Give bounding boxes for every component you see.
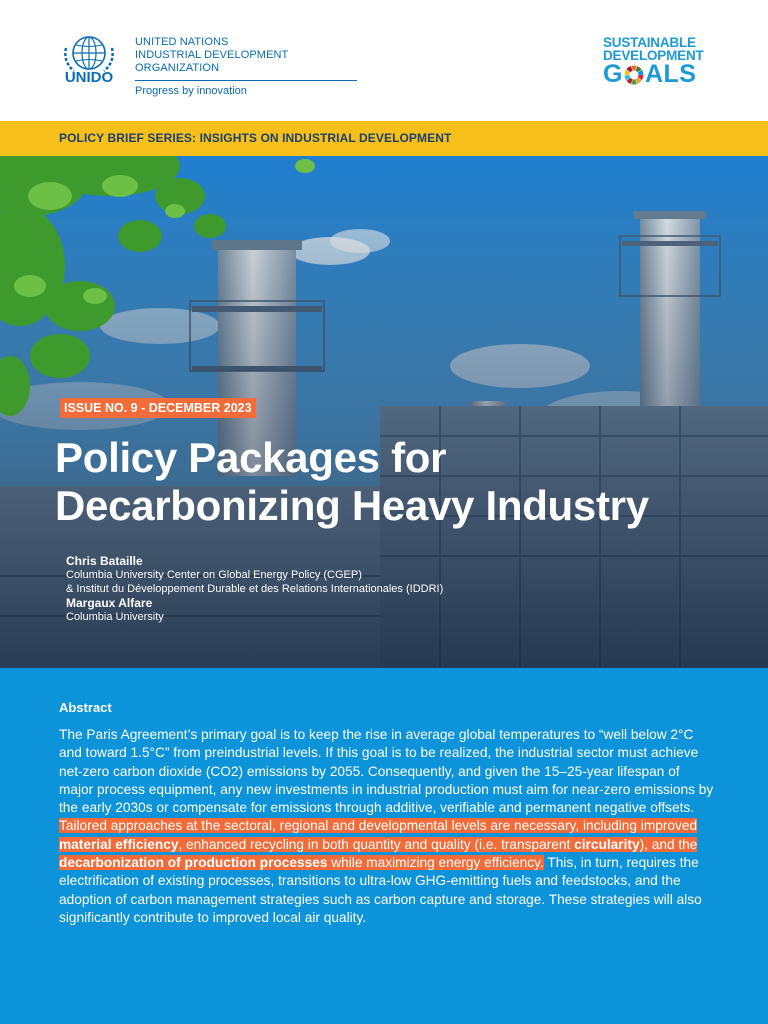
abstract-sentence: The Paris Agreement’s primary goal is to keep the rise in average global temperatures to “well below 2°C and toward 1.5°C” from preindustrial levels. If this goal is to be realized, the industrial sector must achieve net-zero carbon dioxide (CO2) emissions by 2055. Consequently, and given the 15–25-year lifespan of major process equipment, any new investments in industrial production must aim for near-zero emissions by the early 2030s or compensate for emissions through additive, verifiable and permanent negative offsets. (59, 727, 714, 816)
key-term: decarbonization of production processes (59, 855, 328, 871)
key-term: circularity (574, 836, 640, 852)
highlight-part: , enhanced recycling in both quantity and quality (i.e. transparent (178, 836, 575, 852)
page-title (55, 434, 745, 530)
hero-image (0, 156, 768, 668)
sdg-goals-word (603, 62, 708, 87)
abstract-text (59, 726, 714, 927)
title-line1: Policy Packages for (55, 434, 447, 481)
org-name-line1: UNITED NATIONS (135, 36, 229, 48)
author-affiliation: Columbia University (66, 611, 164, 623)
header (0, 0, 768, 121)
author-name: Margaux Alfare (66, 596, 153, 610)
issue-badge: ISSUE NO. 9 - DECEMBER 2023 (60, 398, 256, 418)
sdg-line1: SUSTAINABLE (603, 35, 696, 50)
series-bar (0, 121, 768, 156)
org-name-line2: INDUSTRIAL DEVELOPMENT ORGANIZATION (135, 49, 289, 74)
sdg-wheel-icon (624, 65, 644, 85)
author-affiliation: Columbia University Center on Global Energy Policy (CGEP) (66, 569, 362, 581)
key-term: material efficiency (59, 836, 179, 852)
sdg-line2: DEVELOPMENT (603, 48, 704, 63)
sdg-logo (603, 36, 708, 87)
series-label: POLICY BRIEF SERIES: INSIGHTS ON INDUSTRIAL DEVELOPMENT (59, 131, 452, 145)
org-tagline: Progress by innovation (135, 85, 247, 97)
highlight-part: while maximizing energy efficiency. (327, 855, 544, 871)
unido-acronym: UNIDO (64, 69, 114, 84)
abstract-section (0, 668, 768, 1024)
author-name: Chris Bataille (66, 554, 143, 568)
abstract-heading: Abstract (59, 700, 112, 715)
sdg-goals-als: ALS (644, 60, 697, 88)
org-divider (135, 80, 357, 81)
sdg-goals-g: G (603, 60, 623, 88)
title-line2: Decarbonizing Heavy Industry (55, 482, 649, 529)
author-affiliation: & Institut du Développement Durable et des Relations Internationales (IDDRI) (66, 583, 444, 595)
authors (66, 554, 443, 624)
highlight-part: Tailored approaches at the sectoral, regional and developmental levels are necessary, including improved (59, 818, 698, 834)
org-name-block (135, 36, 357, 98)
highlight-part: ), and the (639, 836, 698, 852)
unido-logo-icon (58, 34, 120, 84)
abstract-sentence: This, in turn, requires the electrification of existing processes, transitions to ultra-low GHG-emitting fuels and feedstocks, and the adoption of carbon management strategies such as carbon capture and storage. These strategies will also significantly contribute to improved local air quality. (59, 855, 702, 925)
